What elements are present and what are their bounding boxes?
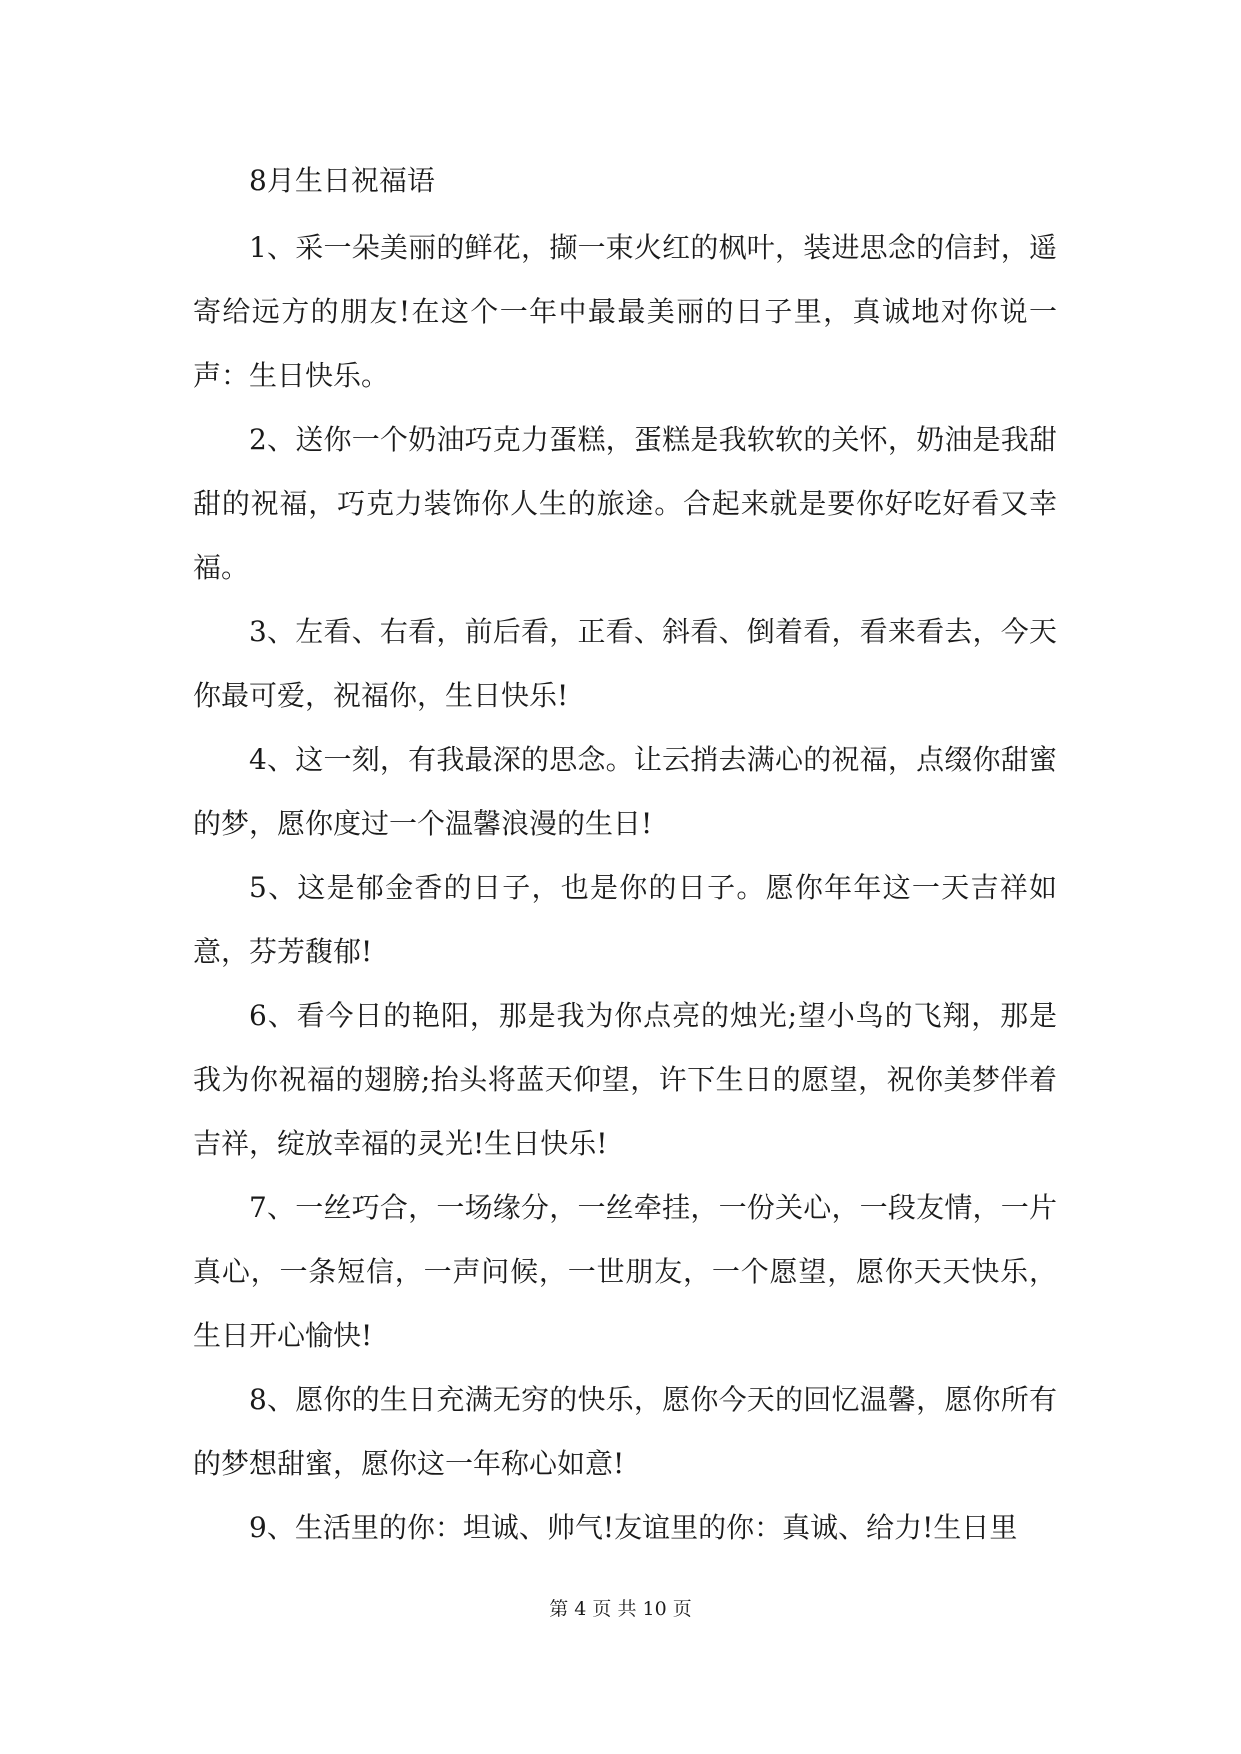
- paragraph-7: 7、一丝巧合，一场缘分，一丝牵挂，一份关心，一段友情，一片真心，一条短信，一声问候，一世朋友，一个愿望，愿你天天快乐，生日开心愉快!: [193, 1191, 1057, 1352]
- document-title: 8月生日祝福语: [249, 164, 435, 197]
- paragraph-2: 2、送你一个奶油巧克力蛋糕，蛋糕是我软软的关怀，奶油是我甜甜的祝福，巧克力装饰你人生的旅途。合起来就是要你好吃好看又幸福。: [193, 423, 1057, 584]
- paragraph-9: 9、生活里的你：坦诚、帅气!友谊里的你：真诚、给力!生日里: [249, 1511, 1018, 1544]
- page-number-footer: 第 4 页 共 10 页: [549, 1598, 692, 1620]
- paragraph-8: 8、愿你的生日充满无穷的快乐，愿你今天的回忆温馨，愿你所有的梦想甜蜜，愿你这一年称心如意!: [193, 1383, 1057, 1480]
- document-body: [193, 152, 1057, 1560]
- paragraph-6: 6、看今日的艳阳，那是我为你点亮的烛光;望小鸟的飞翔，那是我为你祝福的翅膀;抬头将蓝天仰望，许下生日的愿望，祝你美梦伴着吉祥，绽放幸福的灵光!生日快乐!: [193, 999, 1057, 1160]
- paragraph-1: 1、采一朵美丽的鲜花，撷一束火红的枫叶，装进思念的信封，遥寄给远方的朋友!在这个一年中最最美丽的日子里，真诚地对你说一声：生日快乐。: [193, 231, 1057, 392]
- paragraph-3: 3、左看、右看，前后看，正看、斜看、倒着看，看来看去，今天你最可爱，祝福你，生日快乐!: [193, 615, 1057, 712]
- paragraph-4: 4、这一刻，有我最深的思念。让云捎去满心的祝福，点缀你甜蜜的梦，愿你度过一个温馨浪漫的生日!: [193, 743, 1057, 840]
- paragraph-5: 5、这是郁金香的日子，也是你的日子。愿你年年这一天吉祥如意，芬芳馥郁!: [193, 871, 1057, 968]
